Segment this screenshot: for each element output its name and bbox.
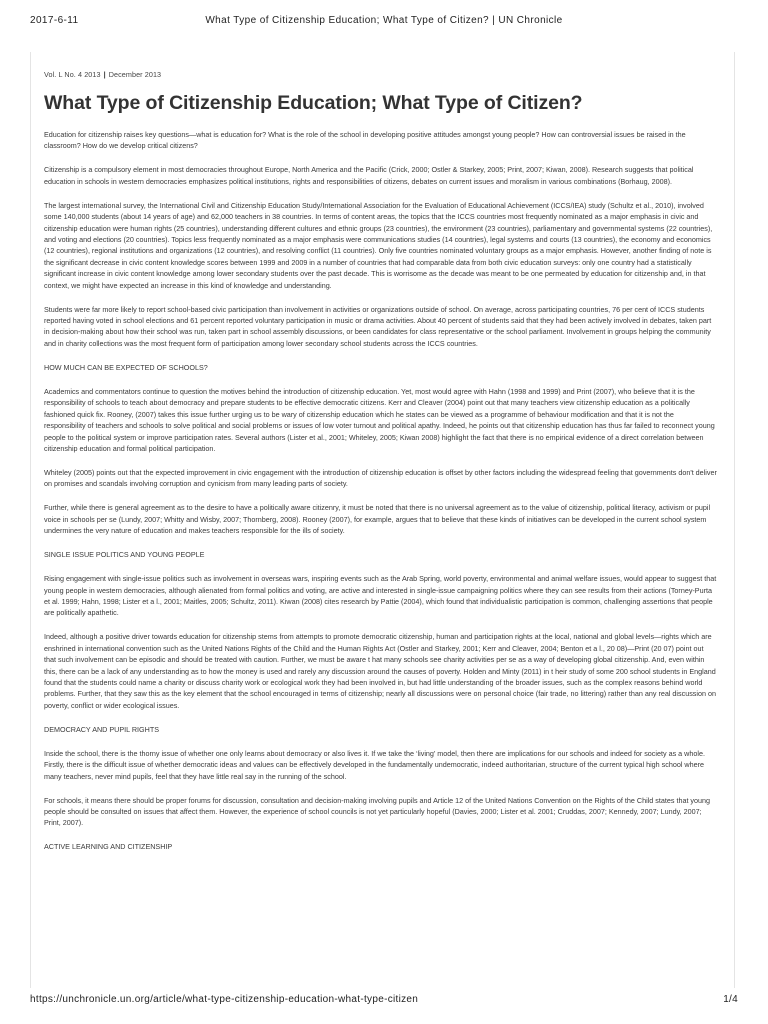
meta-separator: | <box>103 70 106 79</box>
section-heading: DEMOCRACY AND PUPIL RIGHTS <box>44 724 160 734</box>
body-paragraph: Students were far more likely to report school-based civic participation than involvement in activities or organizations outside of school. On average, across participating countries, 76 per cent of ICCS students reported having voted in school elections and 61 percent reported voluntary participation in music or drama activities. About 40 percent of students said that they had been actively involved in debates, taken part in decision-making about how their school was run, taken part in school assembly discussions, or been candidates for class representative or the school parliament. Involvement in groups helping the community and in charity collections was the most frequent form of participation among lower secondary school students across the ICCS countries. <box>44 304 712 348</box>
body-paragraph: The largest international survey, the International Civil and Citizenship Education Study/International Association for the Evaluation of Educational Achievement (ICCS/IEA) study (Schultz et al., 2010), involved some 140,000 students (about 14 years of age) and 62,000 teachers in 38 countries. In terms of content areas, the topics that the ICCS countries most frequently nominated as a major emphasis in civic and citizenship education were human rights (25 countries), understanding different cultures and ethnic groups (23 countries), the environment (23 countries), parliamentary and governmental systems (22 countries), and voting and elections (20 countries). Topics less frequently nominated as a major emphasis were communications studies (14 countries), legal systems and courts (13 countries), the economy and economics (12 countries), regional institutions and organizations (12 countries), and resolving conflict (11 countries). Only five countries nominated voluntary groups as a major emphasis. However, another finding of note is the significant decrease in civic content knowledge scores between 1999 and 2009 in a number of countries that had comparable data from both civic education surveys: only one country had a statistically significant increase in civic content knowledge among lower secondary students over the past decade. This is worrisome as the decade was meant to be one permeated by education for citizenship and, in that context, we might have expected an increase in this kind of knowledge and understanding. <box>44 200 713 290</box>
print-footer <box>30 994 738 1010</box>
body-paragraph: Rising engagement with single-issue politics such as involvement in overseas wars, inspiring events such as the Arab Spring, world poverty, environmental and animal welfare issues, would appear to suggest that young people in western democracies, although alienated from formal politics and voting, are active and interested in single-issue campaigning politics where they can see results from their actions (Torney-Purta et al. 1999; Hahn, 1998; Lister et a l., 2001; Maitles, 2005; Schultz, 2011). Kiwan (2008) cites research by Pattie (2004), which found that individualistic participation is common, challenging assertions that people are politically apathetic. <box>44 574 717 618</box>
body-paragraph: Education for citizenship raises key questions—what is education for? What is the role of the school in developing positive attitudes amongst young people? How can controversial issues be raised in the classroom? How do we develop critical citizens? <box>44 130 686 151</box>
body-paragraph: Citizenship is a compulsory element in most democracies throughout Europe, North America and the Pacific (Crick, 2000; Ostler & Starkey, 2005; Print, 2007; Kiwan, 2008). Research suggests that political education in schools in western democracies emphasizes political institutions, rights and responsibilities of citizens, debates on current issues and moralism in various combinations (Borhaug, 2008). <box>44 165 694 186</box>
print-page-title: What Type of Citizenship Education; What Type of Citizen? | UN Chronicle <box>205 15 563 26</box>
body-paragraph: Inside the school, there is the thorny issue of whether one only learns about democracy or also lives it. If we take the ‘living’ model, then there are implications for our schools and indeed for society as a whole. Firstly, there is the difficult issue of whether democratic ideas and values can be effectively developed in the fundamentally undemocratic, indeed authoritarian, structure of the current typical high school where many teachers, never mind pupils, feel that they have little real say in the running of the school. <box>44 748 705 781</box>
section-heading: SINGLE ISSUE POLITICS AND YOUNG PEOPLE <box>44 550 205 560</box>
body-paragraph: Further, while there is general agreement as to the desire to have a politically aware citizenry, it must be noted that there is no universal agreement as to the value of citizenship, political literacy, activism or pupil voice in schools per se (Lundy, 2007; Whitty and Wisby, 2007; Thornberg, 2008). Rooney (2007), for example, argues that to believe that these kinds of initiatives can be developed in the current school system undermines the very nature of education and makes teachers responsible for the ills of society. <box>44 503 711 536</box>
article <box>31 52 717 853</box>
print-header <box>30 15 738 31</box>
print-url: https://unchronicle.un.org/article/what-type-citizenship-education-what-type-citizen <box>30 994 419 1005</box>
print-date: 2017-6-11 <box>30 15 79 26</box>
article-headline: What Type of Citizenship Education; What Type of Citizen? <box>44 92 583 114</box>
issue-date: December 2013 <box>108 70 162 79</box>
article-meta <box>44 70 717 79</box>
issue-label: Vol. L No. 4 2013 <box>44 70 101 79</box>
section-heading: HOW MUCH CAN BE EXPECTED OF SCHOOLS? <box>44 362 208 372</box>
body-paragraph: Whiteley (2005) points out that the expected improvement in civic engagement with the introduction of citizenship education is offset by other factors including the widespread feeling that governments don't deliver on promises and scandals involving corruption and cynicism from many leading parts of society. <box>44 467 717 489</box>
article-body <box>44 129 717 853</box>
body-paragraph: Indeed, although a positive driver towards education for citizenship stems from attempts to promote democratic citizenship, human and participation rights at the local, national and global levels—rights which are enshrined in international convention such as the United Nations Rights of the Child and the Human Rights Act (Ostler and Starkey, 2001; Kerr and Cleaver, 2004; Benton et a l., 20 08)—Print (20 07) point out that such involvement can be episodic and should be treated with caution. Further, we must be aware t hat many schools see charity activities per se as a way of developing global citizenship. And, even within this, there can be a lack of any understanding as to how the money is used and rarely any discussion around the causes of poverty. Holden and Minty (2011) in t heir study of some 200 school students in England found that the students could name a charity or discuss charity work or ecological work they had been involved in, but had little understanding of the broader issues, such as the complex reasons behind world problems. Further, that they saw this as the key element that the school encouraged in terms of citizenship; nearly all discussions were on personal choice (fair trade, no littering) rather than any real discussion on poverty, conflict or wider ecological issues. <box>44 632 716 710</box>
body-paragraph: Academics and commentators continue to question the motives behind the introduction of citizenship education. Yet, most would agree with Hahn (1998 and 1999) and Print (2007), who believe that it is the responsibility of schools to teach about democracy and prepare students to be effective democratic citizens. Kerr and Cleaver (2004) point out that many teachers view citizenship education as a politically fashioned quick fix. Rooney, (2007) takes this issue further urging us to be wary of citizenship education which he states can be viewed as a programme of behaviour modification and that it is not the responsibility of teachers and schools to solve political and social problems or issues of low voter turnout and political apathy. Indeed, he points out that citizenship education has thus far failed to reconnect young people to the political system or improve participation rates. Several authors (Lister et al., 2001; Whiteley, 2005; Kiwan 2008) highlight the fact that there is no empirical evidence of a direct correlation between citizenship education and formal political participation. <box>44 386 715 453</box>
article-card <box>30 52 735 988</box>
page-number: 1/4 <box>723 994 738 1005</box>
section-heading: ACTIVE LEARNING AND CITIZENSHIP <box>44 842 173 852</box>
body-paragraph: For schools, it means there should be proper forums for discussion, consultation and decision-making involving pupils and Article 12 of the United Nations Convention on the Rights of the Child states that young people should be consulted on issues that affect them. However, the experience of school councils is not yet particularly hopeful (Davies, 2000; Lister et al. 2001; Cruddas, 2007; Kennedy, 2007; Lundy, 2007; Print, 2007). <box>44 795 711 828</box>
